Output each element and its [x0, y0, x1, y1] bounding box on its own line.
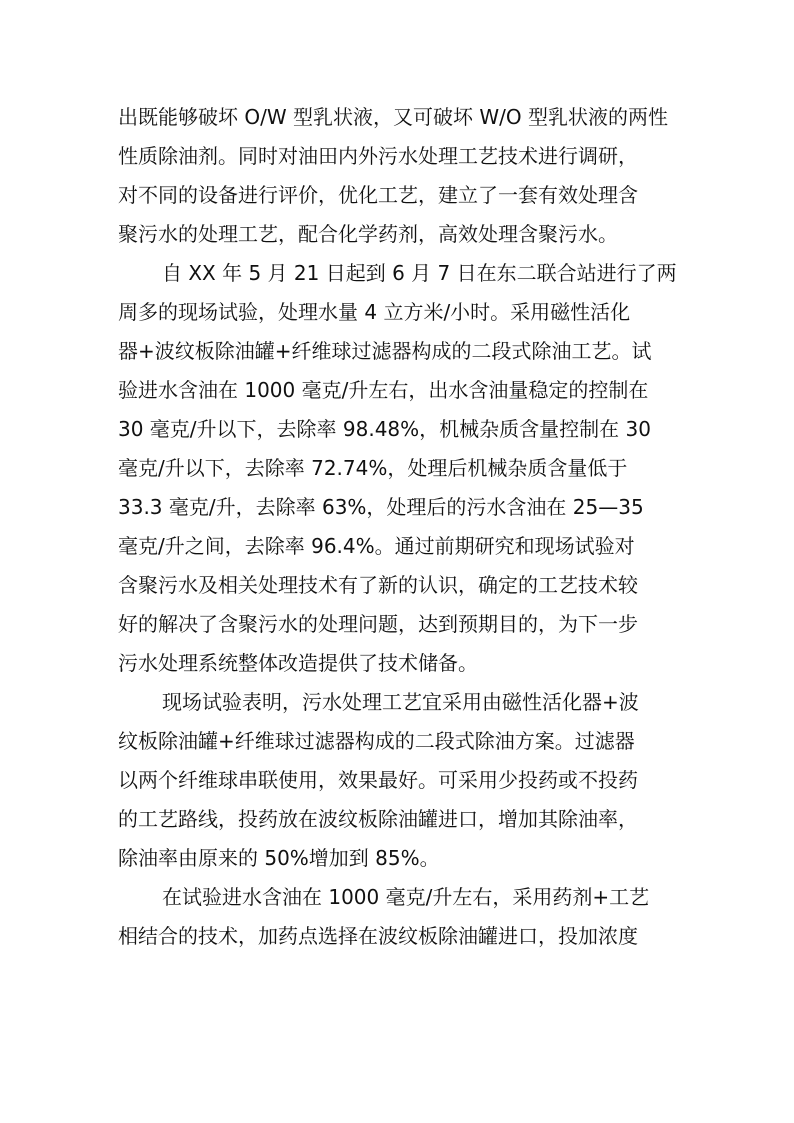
paragraph-3-line-4: 的工艺路线，投药放在波纹板除油罐进口，增加其除油率，: [118, 807, 638, 831]
paragraph-4-line-1: 在试验进水含油在 1000 毫克/升左右，采用药剂+工艺: [162, 885, 650, 909]
paragraph-2-line-3: 器+波纹板除油罐+纤维球过滤器构成的二段式除油工艺。试: [118, 339, 652, 363]
paragraph-3-line-2: 纹板除油罐+纤维球过滤器构成的二段式除油方案。过滤器: [118, 729, 635, 753]
paragraph-3-line-3: 以两个纤维球串联使用，效果最好。可采用少投药或不投药: [118, 768, 638, 792]
paragraph-3-line-5: 除油率由原来的 50%增加到 85%。: [118, 846, 440, 870]
paragraph-2-line-2: 周多的现场试验，处理水量 4 立方米/小时。采用磁性活化: [118, 300, 631, 324]
paragraph-1-line-3: 对不同的设备进行评价，优化工艺，建立了一套有效处理含: [118, 183, 638, 207]
paragraph-2-line-9: 含聚污水及相关处理技术有了新的认识，确定的工艺技术较: [118, 573, 638, 597]
paragraph-2-line-7: 33.3 毫克/升，去除率 63%，处理后的污水含油在 25—35: [118, 495, 644, 519]
paragraph-2-line-5: 30 毫克/升以下，去除率 98.48%，机械杂质含量控制在 30: [118, 417, 651, 441]
body-text: [118, 98, 684, 956]
paragraph-4-line-2: 相结合的技术，加药点选择在波纹板除油罐进口，投加浓度: [118, 924, 638, 948]
paragraph-2-line-6: 毫克/升以下，去除率 72.74%，处理后机械杂质含量低于: [118, 456, 628, 480]
paragraph-2-line-11: 污水处理系统整体改造提供了技术储备。: [118, 651, 478, 675]
paragraph-2-line-8: 毫克/升之间，去除率 96.4%。通过前期研究和现场试验对: [118, 534, 635, 558]
paragraph-2-line-10: 好的解决了含聚污水的处理问题，达到预期目的，为下一步: [118, 612, 638, 636]
paragraph-1-line-1: 出既能够破坏 O/W 型乳状液，又可破坏 W/O 型乳状液的两性: [118, 105, 668, 129]
paragraph-1-line-2: 性质除油剂。同时对油田内外污水处理工艺技术进行调研，: [118, 144, 638, 168]
paragraph-2-line-1: 自 XX 年 5 月 21 日起到 6 月 7 日在东二联合站进行了两: [162, 261, 677, 285]
paragraph-3-line-1: 现场试验表明，污水处理工艺宜采用由磁性活化器+波: [162, 690, 639, 714]
paragraph-1-line-4: 聚污水的处理工艺，配合化学药剂，高效处理含聚污水。: [118, 222, 618, 246]
paragraph-2-line-4: 验进水含油在 1000 毫克/升左右，出水含油量稳定的控制在: [118, 378, 649, 402]
